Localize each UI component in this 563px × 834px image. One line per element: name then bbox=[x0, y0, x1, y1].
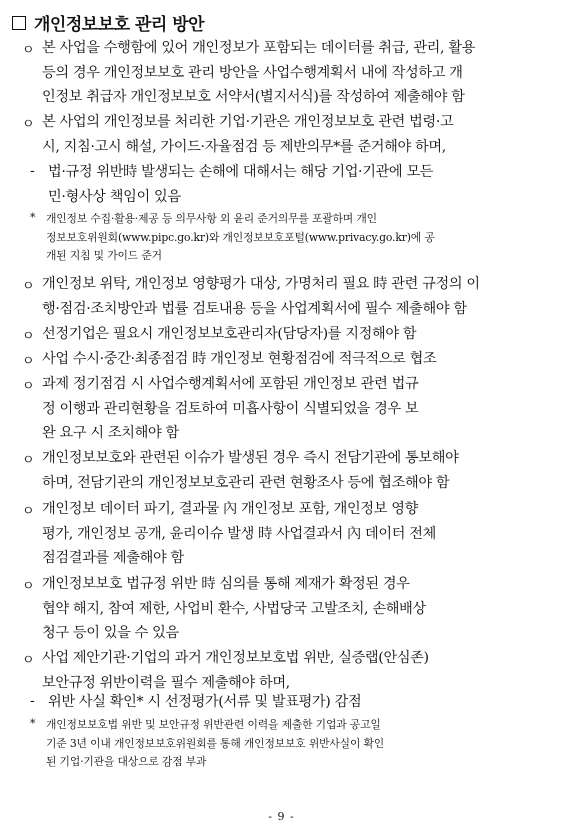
text-line: 인정보 취급자 개인정보보호 서약서(별지서식)를 작성하여 제출해야 함 bbox=[42, 89, 465, 106]
text-line: 본 사업을 수행함에 있어 개인정보가 포함되는 데이터를 취급, 관리, 활용 bbox=[42, 40, 476, 56]
text-line: 청구 등이 있을 수 있음 bbox=[42, 625, 179, 642]
text-line: 법·규정 위반時 발생되는 손해에 대해서는 해당 기업·기관에 모든 bbox=[48, 164, 434, 180]
text-line: 민·형사상 책임이 있음 bbox=[48, 188, 181, 205]
text-line: 하며, 전담기관의 개인정보보호관리 관련 현황조사 등에 협조해야 함 bbox=[42, 474, 450, 491]
item-text bbox=[48, 690, 361, 715]
text-line: 기준 3년 이내 개인정보보호위원회를 통해 개인정보보호 위반사실이 확인 bbox=[46, 736, 385, 750]
item-text bbox=[42, 322, 416, 347]
item-text bbox=[48, 160, 433, 209]
text-line: 보안규정 위반이력을 필수 제출해야 하며, bbox=[42, 674, 290, 691]
text-line: 개인정보보호와 관련된 이슈가 발생된 경우 즉시 전담기관에 통보해야 bbox=[42, 450, 459, 466]
section-title: 개인정보보호 관리 방안 bbox=[34, 15, 205, 35]
page-number: - 9 - bbox=[268, 810, 295, 823]
text-line: 정 이행과 관리현황을 검토하여 미흡사항이 식별되었을 경우 보 bbox=[42, 400, 419, 417]
text-line: 개인정보 위탁, 개인정보 영향평가 대상, 가명처리 필요 時 관련 규정의 이 bbox=[42, 276, 480, 292]
text-line: 된 기업·기관을 대상으로 감점 부과 bbox=[46, 755, 207, 769]
item-text bbox=[42, 347, 436, 372]
text-line: 개인정보 수집·활용·제공 등 의무사항 외 윤리 준거의무를 포괄하며 개인 bbox=[46, 212, 377, 225]
text-line: 사업 수시·중간·최종점검 時 개인정보 현황점검에 적극적으로 협조 bbox=[42, 351, 437, 367]
section-heading bbox=[12, 10, 204, 35]
item-text bbox=[42, 497, 436, 571]
bullet-circle-icon: ㅇ bbox=[22, 329, 35, 344]
footnote-asterisk-icon: * bbox=[30, 211, 36, 224]
item-text bbox=[42, 110, 453, 159]
bullet-circle-icon: ㅇ bbox=[22, 117, 35, 132]
bullet-circle-icon: ㅇ bbox=[22, 579, 35, 594]
item-text bbox=[42, 272, 480, 321]
checkbox-square-icon bbox=[12, 16, 26, 30]
text-line: 시, 지침·고시 해설, 가이드·자율점검 등 제반의무*를 준거해야 하며, bbox=[42, 138, 446, 155]
text-line: 사업 제안기관·기업의 과거 개인정보보호법 위반, 실증랩(안심존) bbox=[42, 650, 429, 666]
item-text bbox=[42, 36, 475, 110]
footnote-asterisk-icon: * bbox=[30, 717, 36, 730]
text-line: 개된 지침 및 가이드 준거 bbox=[46, 249, 162, 263]
bullet-circle-icon: ㅇ bbox=[22, 379, 35, 394]
text-line: 본 사업의 개인정보를 처리한 기업·기관은 개인정보보호 관련 법령·고 bbox=[42, 114, 454, 130]
text-line: 정보보호위원회(www.pipc.go.kr)와 개인정보보호포털(www.privacy.go.kr)에 공 bbox=[46, 230, 435, 244]
text-line: 과제 정기점검 시 사업수행계획서에 포함된 개인정보 관련 법규 bbox=[42, 376, 419, 392]
item-text bbox=[46, 210, 435, 266]
bullet-circle-icon: ㅇ bbox=[22, 653, 35, 668]
text-line: 개인정보보호법 위반 및 보안규정 위반관련 이력을 제출한 기업과 공고일 bbox=[46, 718, 381, 731]
item-text bbox=[42, 646, 429, 695]
item-text bbox=[42, 446, 458, 495]
text-line: 선정기업은 필요시 개인정보보호관리자(담당자)를 지정해야 함 bbox=[42, 326, 417, 342]
text-line: 등의 경우 개인정보보호 관리 방안을 사업수행계획서 내에 작성하고 개 bbox=[42, 64, 463, 81]
bullet-circle-icon: ㅇ bbox=[22, 279, 35, 294]
item-text bbox=[46, 716, 384, 772]
bullet-circle-icon: ㅇ bbox=[22, 354, 35, 369]
text-line: 위반 사실 확인* 시 선정평가(서류 및 발표평가) 감점 bbox=[48, 694, 362, 710]
bullet-circle-icon: ㅇ bbox=[22, 453, 35, 468]
text-line: 행·점검·조치방안과 법률 검토내용 등을 사업계획서에 필수 제출해야 함 bbox=[42, 300, 467, 317]
bullet-dash-icon: - bbox=[30, 693, 35, 709]
text-line: 점검결과를 제출해야 함 bbox=[42, 550, 184, 567]
text-line: 개인정보보호 법규정 위반 時 심의를 통해 제재가 확정된 경우 bbox=[42, 576, 410, 592]
item-text bbox=[42, 372, 418, 446]
text-line: 평가, 개인정보 공개, 윤리이슈 발생 時 사업결과서 內 데이터 전체 bbox=[42, 525, 436, 542]
bullet-circle-icon: ㅇ bbox=[22, 43, 35, 58]
bullet-dash-icon: - bbox=[30, 163, 35, 179]
text-line: 완 요구 시 조치해야 함 bbox=[42, 425, 179, 442]
text-line: 개인정보 데이터 파기, 결과물 內 개인정보 포함, 개인정보 영향 bbox=[42, 501, 418, 517]
bullet-circle-icon: ㅇ bbox=[22, 504, 35, 519]
item-text bbox=[42, 572, 426, 646]
text-line: 협약 해지, 참여 제한, 사업비 환수, 사법당국 고발조치, 손해배상 bbox=[42, 600, 426, 617]
